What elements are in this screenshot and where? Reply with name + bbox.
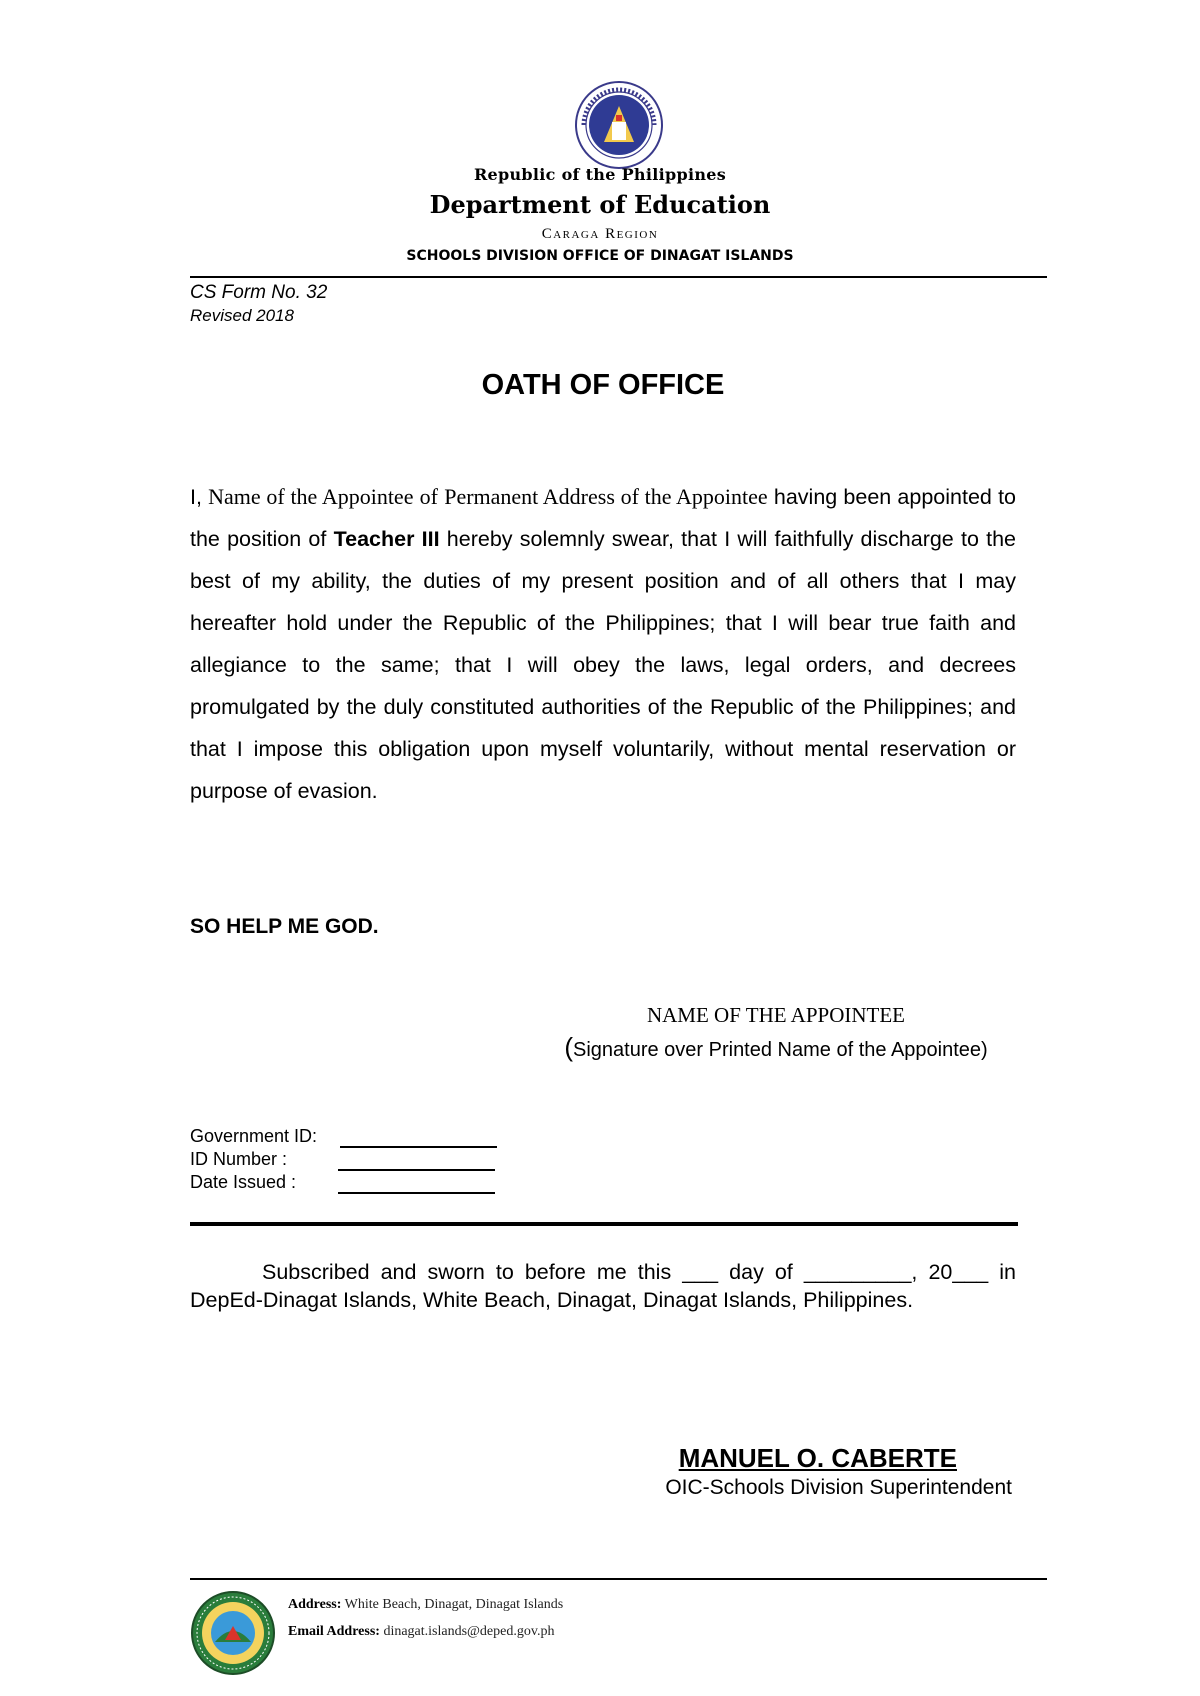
- form-revision: Revised 2018: [190, 306, 294, 325]
- closing-statement: SO HELP ME GOD.: [190, 915, 379, 938]
- oath-of: of: [419, 484, 438, 509]
- oath-appointed-text: having been appointed to the position of: [190, 485, 1017, 551]
- division-heading: SCHOOLS DIVISION OFFICE OF DINAGAT ISLANDS: [406, 248, 794, 264]
- id-number-field[interactable]: [338, 1169, 495, 1171]
- form-number: CS Form No. 32: [190, 282, 328, 303]
- department-heading: Department of Education: [429, 190, 771, 219]
- footer-address-label: Address:: [288, 1597, 342, 1612]
- signature-caption-paren: (: [564, 1032, 573, 1062]
- official-title: OIC-Schools Division Superintendent: [665, 1476, 1012, 1499]
- footer-address: [288, 1597, 563, 1613]
- government-id-field[interactable]: [340, 1146, 497, 1148]
- division-seal-logo: [190, 1590, 276, 1676]
- footer-divider: [190, 1578, 1047, 1580]
- position-title: Teacher III: [333, 527, 440, 551]
- oath-intro: I,: [190, 485, 202, 509]
- footer-email-label: Email Address:: [288, 1624, 380, 1639]
- oath-paragraph: [190, 476, 1016, 812]
- footer-address-value: White Beach, Dinagat, Dinagat Islands: [344, 1597, 564, 1612]
- date-issued-label: Date Issued :: [190, 1172, 297, 1192]
- deped-seal-logo: [574, 80, 664, 170]
- sworn-statement: [190, 1258, 1016, 1314]
- document-title: OATH OF OFFICE: [481, 369, 725, 401]
- date-issued-field[interactable]: [338, 1192, 495, 1194]
- government-id-label: Government ID:: [190, 1126, 318, 1146]
- official-name: MANUEL O. CABERTE: [678, 1443, 957, 1473]
- signature-caption: [536, 1032, 1016, 1063]
- appointee-signature-name: NAME OF THE APPOINTEE: [646, 1003, 906, 1027]
- appointee-name-placeholder: Name of the Appointee: [208, 484, 414, 509]
- section-divider: [190, 1222, 1018, 1226]
- header-divider: [190, 276, 1047, 278]
- id-number-label: ID Number :: [190, 1149, 288, 1169]
- footer-email-value[interactable]: dinagat.islands@deped.gov.ph: [383, 1624, 555, 1639]
- appointee-address-placeholder: Permanent Address of the Appointee: [444, 484, 768, 509]
- footer-email: [288, 1624, 554, 1640]
- republic-heading: Republic of the Philippines: [473, 165, 727, 184]
- sworn-text: Subscribed and sworn to before me this ___ day of _________, 20___ in DepEd-Dinagat Islands, White Beach, Dinagat, Dinagat Islands, Philippines.: [190, 1260, 1016, 1312]
- signature-caption-text: Signature over Printed Name of the Appointee): [572, 1039, 988, 1061]
- region-heading: Caraga Region: [541, 226, 659, 242]
- oath-main-text: hereby solemnly swear, that I will faithfully discharge to the best of my ability, the duties of my present position and of all others that I may hereafter hold under the Republic of the Philippines; that I will bear true faith and allegiance to the same; that I will obey the laws, legal orders, and decrees promulgated by the duly constituted authorities of the Republic of the Philippines; and that I impose this obligation upon myself voluntarily, without mental reservation or purpose of evasion.: [190, 527, 1017, 803]
